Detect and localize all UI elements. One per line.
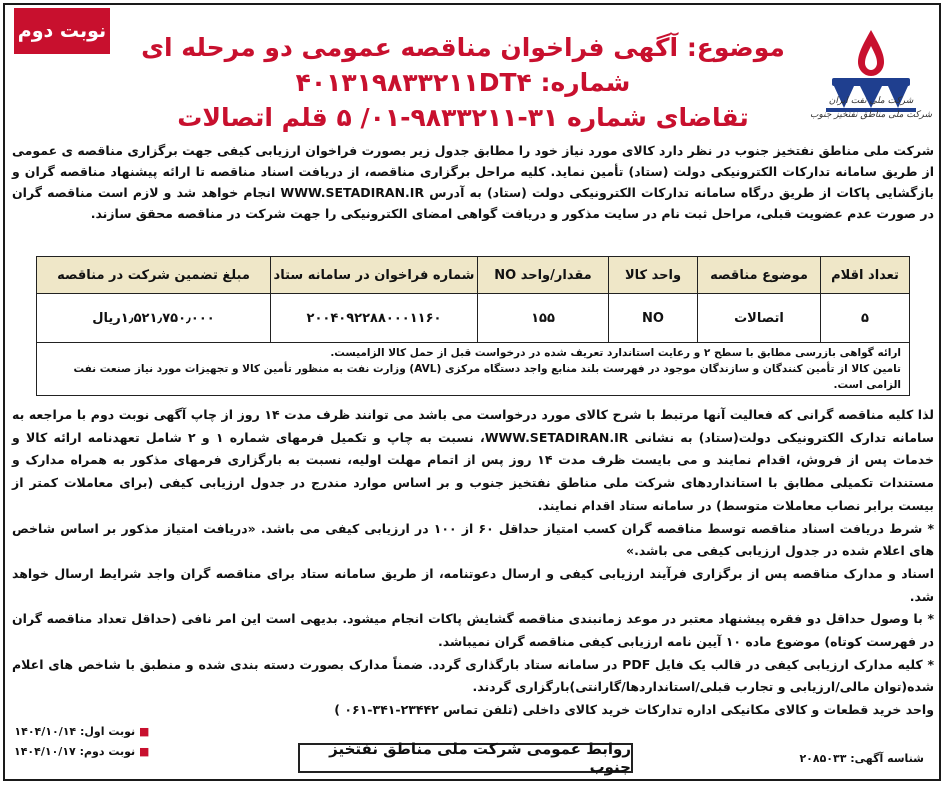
table-note <box>37 343 910 396</box>
body-paragraph-pdf-upload: * کلیه مدارک ارزیابی کیفی در قالب یک فایل PDF در سامانه ستاد بارگذاری گردد. ضمناً مدارک بصورت دسته بندی شده و منطبق با شاخص های اعلام شده(توان مالی/ارزیابی و تجارب قبلی/استانداردها/گارانتی)بارگزاری گردند. <box>12 656 934 695</box>
col-unit: واحد کالا <box>609 257 698 294</box>
notice-dates: ■ نوبت اول: ۱۴۰۴/۱۰/۱۴ ■ نوبت دوم: ۱۴۰۴/۱۰/۱۷ <box>14 725 150 758</box>
logo-caption-nioc: شرکت ملی نفت ایران <box>828 96 914 106</box>
first-notice-date: نوبت اول: ۱۴۰۴/۱۰/۱۴ <box>14 725 136 738</box>
ad-body <box>12 404 934 722</box>
cell-unit: NO <box>609 294 698 343</box>
col-item-count: تعداد اقلام <box>821 257 910 294</box>
cell-call-number: ۲۰۰۴۰۹۲۲۸۸۰۰۰۱۱۶۰ <box>271 294 478 343</box>
col-guarantee: مبلغ تضمین شرکت در مناقصه <box>37 257 271 294</box>
request-number: تقاضای شماره ۳۱-۹۸۳۳۲۱۱-۰۱/ ۵ قلم اتصالات <box>177 103 749 132</box>
cell-item-count: ۵ <box>821 294 910 343</box>
col-subject: موضوع مناقصه <box>698 257 821 294</box>
logo-caption-nisoc: شرکت ملی مناطق نفتخیز جنوب <box>810 110 932 120</box>
note-line-avl: تامین کالا از تأمین کنندگان و سازندگان موجود در فهرست بلند منابع واجد دستگاه مرکزی (AVL) وزارت نفت به منظور تأمین کالا و تجهیزات مورد نیاز صنعت نفت الزامی است. <box>73 363 901 391</box>
cell-guarantee: ۱٫۵۲۱٫۷۵۰٫۰۰۰ریال <box>37 294 271 343</box>
tender-table <box>36 256 910 396</box>
body-paragraph-participation: لذا کلیه مناقصه گرانی که فعالیت آنها مرتبط با شرح کالای مورد درخواست می باشد می توانند ظرف مدت ۱۴ روز از چاپ آگهی نوبت دوم با مراجعه به سامانه تدارک الکترونیکی دولت(ستاد) به نشانی WWW.SETADIRAN.IR، نسبت به چاپ و تکمیل فرمهای شماره ۱ و ۲ شامل تعهدنامه ارائه کالا و خدمات پس از فروش، اقدام نمایند و می بایست ظرف مدت ۱۴ روز پس از اتمام مهلت اولیه، نسبت به بارگزاری فرمهای مذکور به همراه مدارک و مستندات تکمیلی مطابق با استانداردهای شرکت ملی مناطق نفتخیز جنوب و بر اساس موارد مندرج در جدول ارزیابی کیفی (برای معاملات کمتر از بیست برابر نصاب معاملات متوسط) در سامانه ستاد اقدام نمایند. <box>12 407 934 513</box>
table-note-row <box>37 343 910 396</box>
second-notice-date: نوبت دوم: ۱۴۰۴/۱۰/۱۷ <box>14 745 136 758</box>
ad-number: شماره: ۴۰۱۳۱۹۸۳۳۲۱۱DT۴ <box>295 68 631 97</box>
public-relations-box: روابط عمومی شرکت ملی مناطق نفتخیز جنوب <box>298 743 633 773</box>
table-header-row <box>37 257 910 294</box>
ad-title-block <box>120 30 806 136</box>
body-paragraph-bid-opening: * با وصول حداقل دو فقره پیشنهاد معتبر در موعد زمانبندی مناقصه گشایش پاکات انجام میشود. بدیهی است این امر نافی (حداقل تعداد مناقصه گران در فهرست کوتاه) موضوع ماده ۱۰ آیین نامه ارزیابی کیفی مناقصه گران نمیباشد. <box>12 611 934 650</box>
body-paragraph-contact: واحد خرید قطعات و کالای مکانیکی اداره تدارکات خرید کالای داخلی (تلفن تماس ۲۳۴۴۲-۳۴۱-۰۶۱ ) <box>334 702 934 718</box>
body-paragraph-documents: اسناد و مدارک مناقصه پس از برگزاری فرآیند ارزیابی کیفی و ارسال دعوتنامه، از طریق سامانه ستاد برای مناقصه گران واجد شرایط ارسال خواهد شد. <box>12 565 934 604</box>
col-call-number: شماره فراخوان در سامانه ستاد <box>271 257 478 294</box>
ad-title: موضوع: آگهی فراخوان مناقصه عمومی دو مرحله ای <box>141 33 785 62</box>
col-quantity: مقدار/واحد NO <box>478 257 609 294</box>
body-paragraph-min-score: * شرط دریافت اسناد مناقصه توسط مناقصه گران کسب امتیاز حداقل ۶۰ از ۱۰۰ در ارزیابی کیفی می باشد. «دریافت امتیاز مذکور بر اساس شاخص های اعلام شده در جدول ارزیابی کیفی می باشد.» <box>12 520 934 559</box>
notice-badge: نوبت دوم <box>14 8 110 54</box>
table-row <box>37 294 910 343</box>
cell-quantity: ۱۵۵ <box>478 294 609 343</box>
intro-paragraph: شرکت ملی مناطق نفتخیز جنوب در نظر دارد کالای مورد نیاز خود را مطابق جدول زیر بصورت فراخوان ارزیابی کیفی جهت برگزاری مناقصه ی عمومی از طریق سامانه تدارکات الکترونیکی دولت (ستاد) تأمین نماید. کلیه مراحل برگزاری مناقصه، از دریافت اسناد مناقصه تا ارائه پیشنهاد مناقصه گران و بازگشایی پاکات از طریق درگاه سامانه تدارکات الکترونیکی دولت (ستاد) به آدرس WWW.SETADIRAN.IR انجام خواهد شد و لازم است مناقصه گران در صورت عدم عضویت قبلی، مراحل ثبت نام در سایت مذکور و دریافت گواهی امضای الکترونیکی را جهت شرکت در مناقصه محقق سازند. <box>12 143 934 221</box>
cell-subject: اتصالات <box>698 294 821 343</box>
oil-company-logo-icon <box>810 14 932 124</box>
ad-id: شناسه آگهی: ۲۰۸۵۰۳۳ <box>799 752 924 765</box>
note-line-inspection: ارائه گواهی بازرسی مطابق با سطح ۲ و رعایت استاندارد تعریف شده در درخواست قبل از حمل کالا الزامیست. <box>330 347 901 359</box>
